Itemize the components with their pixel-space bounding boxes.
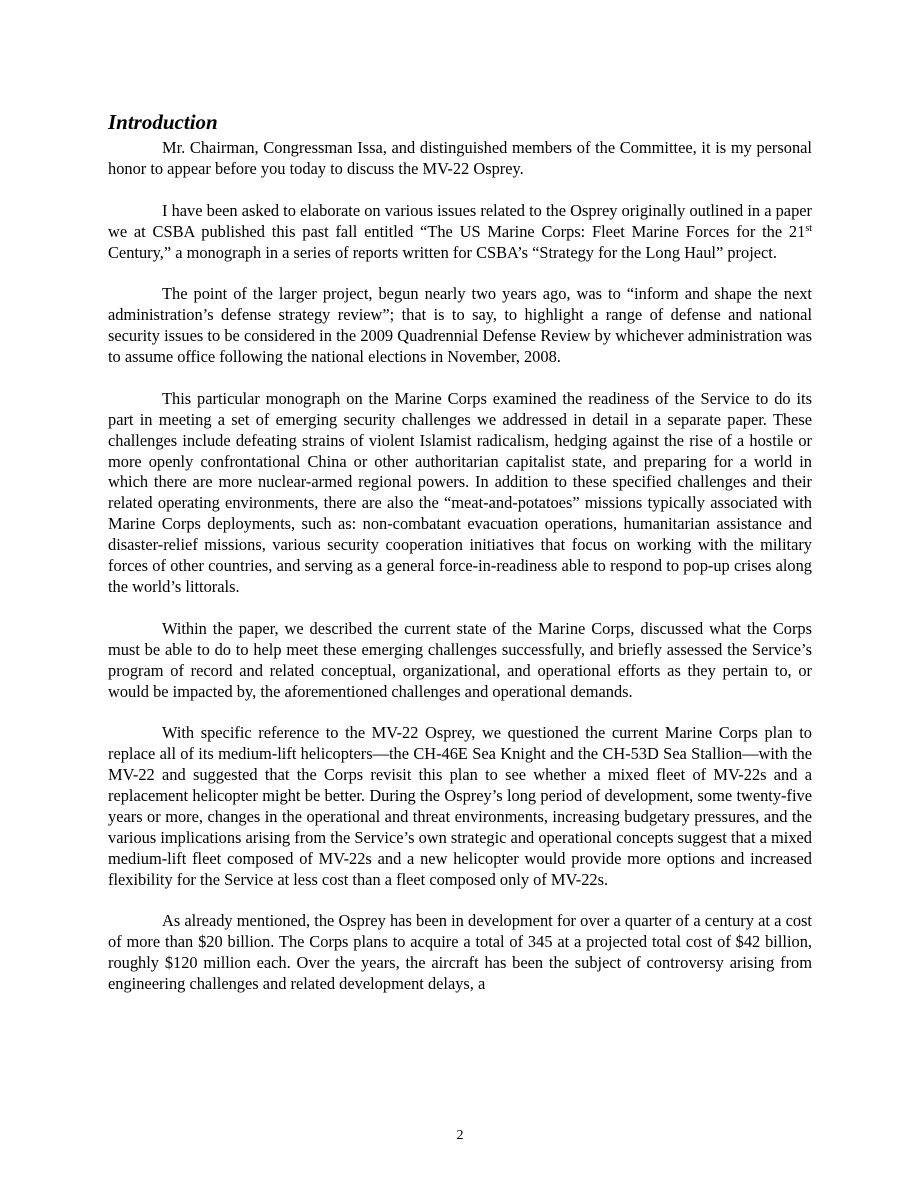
- paragraph-1: Mr. Chairman, Congressman Issa, and distinguished members of the Committee, it is my personal honor to appear before you today to discuss the MV-22 Osprey.: [108, 138, 812, 178]
- paragraph-2-text-before-superscript: I have been asked to elaborate on various issues related to the Osprey originally outlined in a paper we at CSBA published this past fall entitled “The US Marine Corps: Fleet Marine Forces for the 21: [108, 200, 812, 241]
- paragraph-6: With specific reference to the MV-22 Osprey, we questioned the current Marine Corps plan to replace all of its medium-lift helicopters—the CH-46E Sea Knight and the CH-53D Sea Stallion—with the MV-22 and suggested that the Corps revisit this plan to see whether a mixed fleet of MV-22s and a replacement helicopter might be better. During the Osprey’s long period of development, some twenty-five years or more, changes in the operational and threat environments, increasing budgetary pressures, and the various implications arising from the Service’s own strategic and operational concepts suggest that a mixed medium-lift fleet composed of MV-22s and a new helicopter would provide more options and increased flexibility for the Service at less cost than a fleet composed only of MV-22s.: [108, 723, 812, 889]
- paragraph-2-text-after-superscript: Century,” a monograph in a series of reports written for CSBA’s “Strategy for the Long Haul” project.: [108, 242, 777, 262]
- page-number: 2: [456, 1128, 464, 1143]
- document-page: [108, 108, 812, 995]
- paragraph-5: Within the paper, we described the current state of the Marine Corps, discussed what the Corps must be able to do to help meet these emerging challenges successfully, and briefly assessed the Service’s program of record and related conceptual, organizational, and operational efforts as they pertain to, or would be impacted by, the aforementioned challenges and operational demands.: [108, 618, 812, 701]
- paragraph-3: The point of the larger project, begun nearly two years ago, was to “inform and shape the next administration’s defense strategy review”; that is to say, to highlight a range of defense and national security issues to be considered in the 2009 Quadrennial Defense Review by whichever administration was to assume office following the national elections in November, 2008.: [108, 284, 812, 367]
- paragraph-7: As already mentioned, the Osprey has been in development for over a quarter of a century at a cost of more than $20 billion. The Corps plans to acquire a total of 345 at a projected total cost of $42 billion, roughly $120 million each. Over the years, the aircraft has been the subject of controversy arising from engineering challenges and related development delays, a: [108, 911, 812, 994]
- section-heading: Introduction: [108, 110, 218, 134]
- ordinal-superscript: st: [805, 222, 812, 234]
- paragraph-2: [108, 201, 812, 264]
- paragraph-4: This particular monograph on the Marine Corps examined the readiness of the Service to do its part in meeting a set of emerging security challenges we addressed in detail in a separate paper. These challenges include defeating strains of violent Islamist radicalism, hedging against the rise of a hostile or more openly confrontational China or other authoritarian capitalist state, and preparing for a world in which there are more nuclear-armed regional powers. In addition to these specified challenges and their related operating environments, there are also the “meat-and-potatoes” missions typically associated with Marine Corps deployments, such as: non-combatant evacuation operations, humanitarian assistance and disaster-relief missions, various security cooperation initiatives that focus on working with the military forces of other countries, and serving as a general force-in-readiness able to respond to pop-up crises along the world’s littorals.: [108, 388, 812, 596]
